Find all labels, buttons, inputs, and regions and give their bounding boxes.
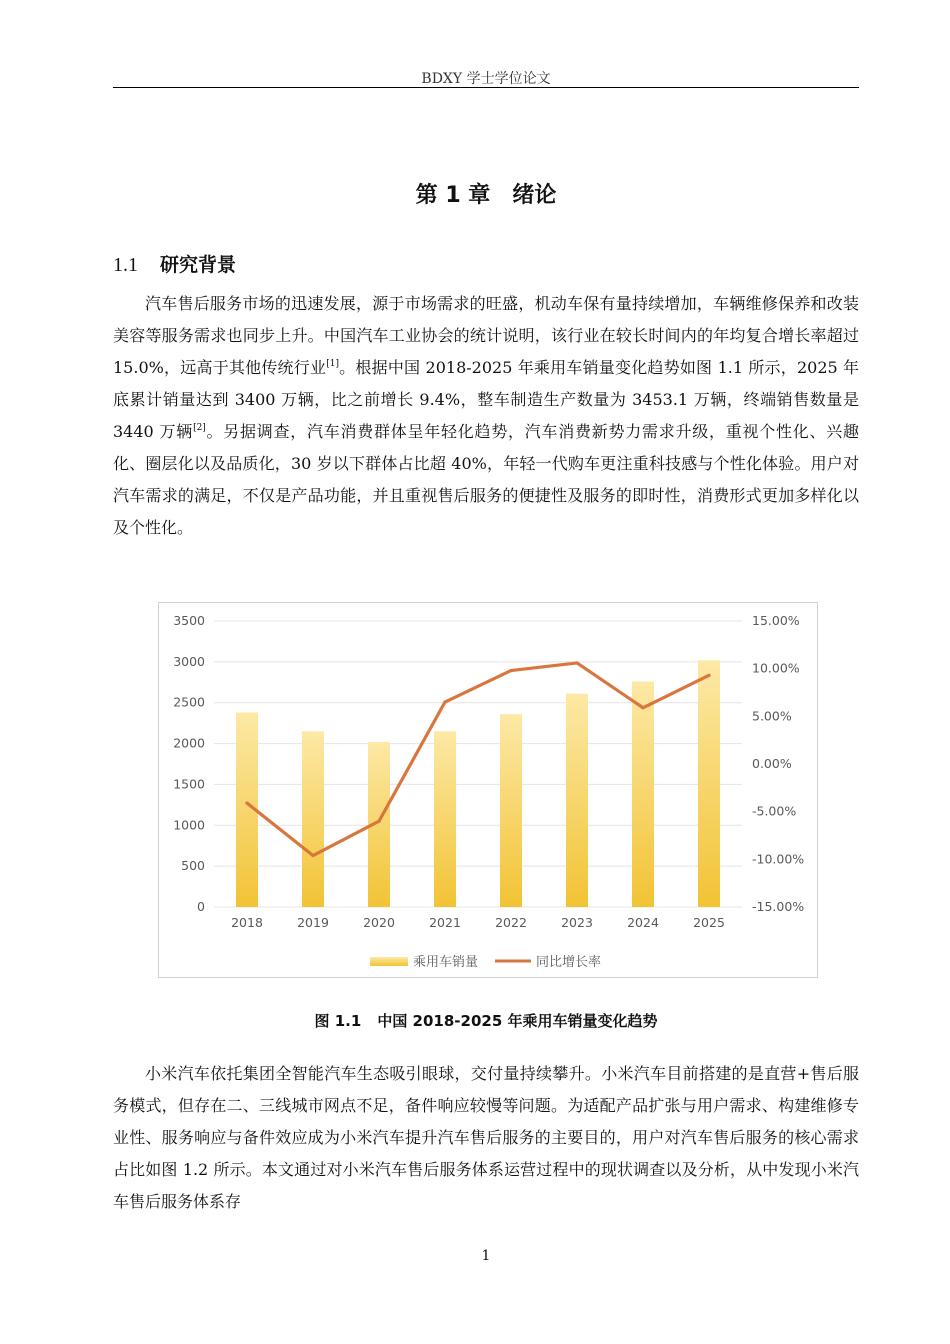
sales-trend-chart [159,603,817,977]
growth-point-2021 [443,700,446,703]
x-axis-tick-label: 2018 [231,915,263,930]
growth-point-2025 [707,674,710,677]
figure-caption-text: 中国 2018-2025 年乘用车销量变化趋势 [377,1012,658,1030]
right-axis-tick-label: -5.00% [752,803,797,819]
bar-2021 [434,731,456,907]
left-axis-tick-label: 3500 [173,613,205,628]
x-axis-tick-label: 2020 [363,915,395,930]
right-axis-tick-label: -10.00% [752,851,805,867]
bar-2022 [500,714,522,907]
page-number: 1 [481,1248,491,1264]
section-heading [113,250,236,277]
left-axis-tick-label: 1500 [173,776,205,792]
growth-point-2024 [641,706,644,709]
para1-text-b: 。根据中国 2018-2025 年乘用车销量变化趋势如图 1.1 所示，2025 年底累计销量达到 3400 万辆，比之前增长 9.4%，整车制造生产数量为 3453.1 万辆，终端销售数量是 3440 万辆 [113,358,859,441]
growth-point-2023 [575,661,578,664]
right-axis-tick-label: 0.00% [752,756,792,771]
left-axis-tick-label: 2500 [173,694,205,710]
section-number: 1.1 [113,254,138,276]
figure-1-1 [158,602,818,978]
left-axis-tick-label: 2000 [173,735,205,751]
right-axis-tick-label: 15.00% [752,613,800,628]
body-paragraph-1 [113,288,859,544]
left-axis-tick-label: 0 [197,899,205,914]
bar-2023 [566,694,588,907]
citation-2[interactable]: [2] [193,423,206,433]
left-axis-tick-label: 500 [181,858,205,874]
growth-point-2020 [377,820,380,823]
section-title: 研究背景 [160,254,237,276]
left-axis-tick-label: 3000 [173,653,205,669]
header-rule [113,87,859,88]
page-header: BDXY 学士学位论文 [421,71,551,87]
body-paragraph-2: 小米汽车依托集团全智能汽车生态吸引眼球，交付量持续攀升。小米汽车目前搭建的是直营+售后服务模式，但存在二、三线城市网点不足，备件响应较慢等问题。为适配产品扩张与用户需求、构建维修专业性、服务响应与备件效应成为小米汽车提升汽车售后服务的主要目的，用户对汽车售后服务的核心需求占比如图 1.2 所示。本文通过对小米汽车售后服务体系运营过程中的现状调查以及分析，从中发现小米汽车售后服务体系存 [113,1064,859,1211]
x-axis-tick-label: 2025 [693,915,725,930]
para1-text-c: 。另据调查，汽车消费群体呈年轻化趋势，汽车消费新势力需求升级，重视个性化、兴趣化、圈层化以及品质化，30 岁以下群体占比超 40%，年轻一代购车更注重科技感与个性化体验。用户对汽车需求的满足，不仅是产品功能，并且重视售后服务的便捷性及服务的即时性，消费形式更加多样化以及个性化。 [113,422,859,537]
growth-point-2018 [245,801,248,804]
figure-label: 图 1.1 [314,1012,362,1030]
x-axis-tick-label: 2024 [627,915,659,930]
para1-text-a: 汽车售后服务市场的迅速发展，源于市场需求的旺盛，机动车保有量持续增加，车辆维修保养和改装美容等服务需求也同步上升。中国汽车工业协会的统计说明，该行业在较长时间内的年均复合增长率超过 15.0%，远高于其他传统行业 [113,294,859,377]
right-axis-tick-label: -15.00% [752,899,805,914]
x-axis-tick-label: 2019 [297,915,329,930]
growth-point-2019 [311,854,314,857]
citation-1[interactable]: [1] [326,359,339,369]
legend-bar-swatch [370,957,408,966]
x-axis-tick-label: 2021 [429,915,461,930]
bar-2024 [632,681,654,907]
bar-2025 [698,660,720,907]
growth-point-2022 [509,669,512,672]
x-axis-tick-label: 2022 [495,915,527,930]
chapter-heading [113,178,859,209]
legend-line-label: 同比增长率 [536,955,602,970]
chapter-number: 第 1 章 [415,183,491,208]
x-axis-tick-label: 2023 [561,915,593,930]
chapter-title: 绪论 [512,183,557,208]
legend-bar-label: 乘用车销量 [413,955,479,970]
right-axis-tick-label: 10.00% [752,660,800,676]
figure-caption [113,1010,859,1031]
bar-2019 [302,731,324,907]
right-axis-tick-label: 5.00% [752,708,792,724]
left-axis-tick-label: 1000 [173,817,205,833]
